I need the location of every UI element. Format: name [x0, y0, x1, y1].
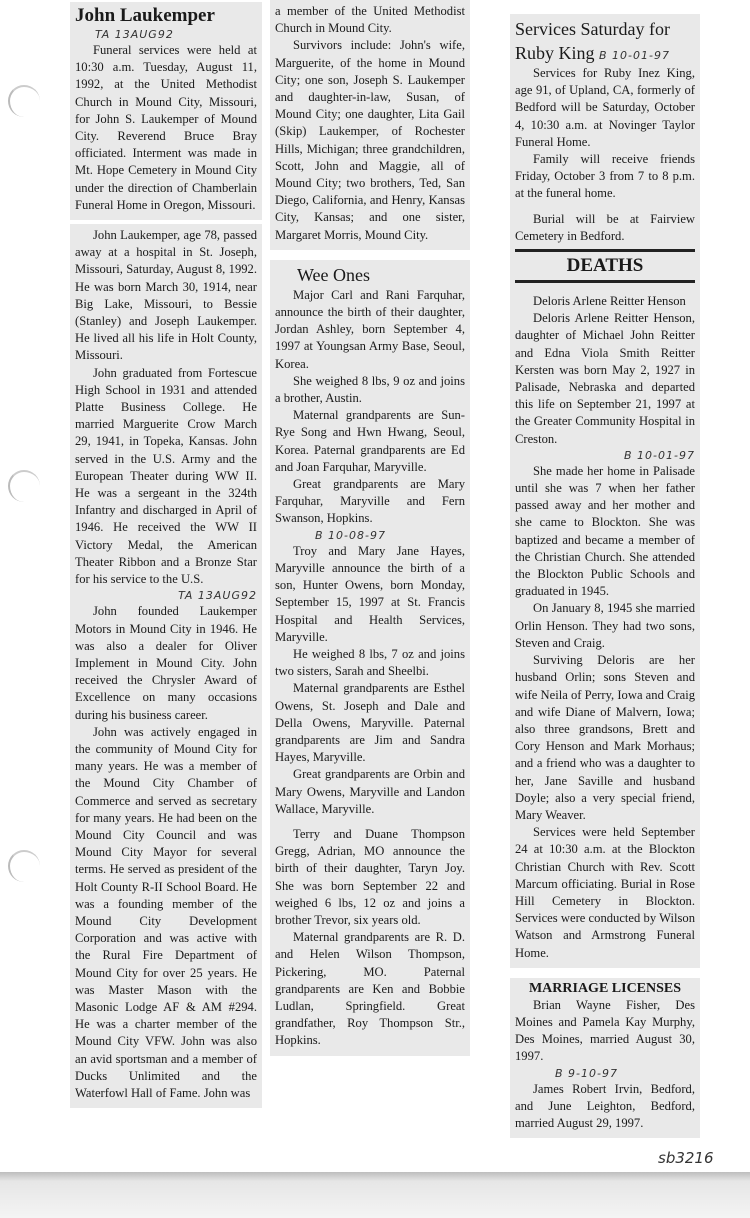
wee-ones-clip [270, 260, 470, 1056]
obituary-name: Deloris Arlene Reitter Henson [533, 294, 686, 309]
paragraph: John founded Laukemper Motors in Mound City in 1946. He was also a dealer for Oliver Implement in Mound City. John received the Chrysler Award of Excellence on many occasions during his business career. [75, 604, 257, 722]
section-heading: MARRIAGE LICENSES [528, 980, 682, 996]
handwritten-note: B 10-01-97 [599, 49, 670, 62]
column-3 [510, 14, 700, 1138]
paragraph: Maternal grandparents are Sun-Rye Song and Hwn Hwang, Seoul, Korea. Paternal grandparents are Ed and Joan Farquhar, Maryville. [275, 408, 465, 474]
handwritten-note: TA 13AUG92 [178, 589, 257, 603]
punch-hole [8, 85, 40, 117]
paragraph: Survivors include: John's wife, Marguerite, of the home in Mound City; one son, Joseph S. Laukemper and daughter-in-law, Susan, of Mound City; one daughter, Lita Gail (Skip) Laukemper, of Rochester Hills, Michigan; three grandchildren, Scott, John and Maggie, all of Mound City; two brothers, Ted, San Diego, California, and Henry, Kansas City, Kansas; and one sister, Margaret Morris, Mound City. [275, 38, 465, 242]
paragraph: She made her home in Palisade until she was 7 when her father passed away and her mother and she came to Blockton. She was baptized and became a member of the Christian Church. She attended the Blockton Public Schools and graduated in 1945. [515, 463, 695, 599]
article-title: Wee Ones [297, 264, 371, 285]
laukemper-clip-1 [70, 2, 262, 220]
article-title [515, 17, 695, 65]
paragraph: Terry and Duane Thompson Gregg, Adrian, MO announce the birth of their daughter, Taryn Joy. She was born September 22 and weighed 6 lbs, 12 oz and joins a brother Trevor, six years old. [275, 826, 465, 927]
page-bottom-edge [0, 1172, 750, 1218]
paragraph: Family will receive friends Friday, October 3 from 7 to 8 p.m. at the funeral home. [515, 152, 695, 201]
paragraph: Great grandparents are Orbin and Mary Owens, Maryville and Landon Wallace, Maryville. [275, 767, 465, 816]
handwritten-page-id: sb3216 [658, 1149, 714, 1168]
ruby-king-clip [510, 14, 700, 968]
paragraph: Major Carl and Rani Farquhar, announce the birth of their daughter, Jordan Ashley, born September 4, 1997 at Youngsan Army Base, Seoul, Korea. [275, 287, 465, 371]
paragraph: Burial will be at Fairview Cemetery in Bedford. [515, 211, 695, 243]
paragraph: Maternal grandparents are Esthel Owens, St. Joseph and Dale and Della Owens, Maryville. Paternal grandparents are Jim and Sandra Hayes, Maryville. [275, 681, 465, 765]
paragraph: John Laukemper, age 78, passed away at a hospital in St. Joseph, Missouri, Saturday, August 8, 1992. He was born March 30, 1914, near Big Lake, Missouri, to Bessie (Stanley) and Joseph Laukemper. He lived all his life in Holt County, Missouri. [75, 228, 257, 363]
punch-hole [8, 470, 40, 502]
paragraph: Brian Wayne Fisher, Des Moines and Pamela Kay Murphy, Des Moines, married August 30, 1997. [515, 997, 695, 1064]
punch-hole [8, 850, 40, 882]
handwritten-note: B 10-08-97 [315, 528, 386, 542]
paragraph: Surviving Deloris are her husband Orlin; sons Steven and wife Neila of Perry, Iowa and Craig and wife Diane of Malvern, Iowa; also three grandsons, Brett and Cory Henson and Mark Morhaus; and a friend who was a daughter to her, Jane Saville and husband Doyle; also a very special friend, Mary Weaver. [515, 653, 695, 822]
paragraph: John was actively engaged in the community of Mound City for many years. He was a member of the Mound City Chamber of Commerce and served as secretary for many years. He had been on the Mound City Council and was Mound City Mayor for several terms. He served as president of the Holt County R-II School Board. He was a founding member of the Mound City Development Corporation and was active with the Rural Fire Department of Mound City for over 25 years. He was Master Mason with the Masonic Lodge AF & AM #294. He was a charter member of the Mound City VFW. John was also an avid sportsman and a member of Ducks Unlimited and the Waterfowl Hall of Fame. John was [75, 724, 257, 1100]
paragraph: Deloris Arlene Reitter Henson, daughter of Michael John Reitter and Edna Viola Smith Reitter Kersten was born May 2, 1927 in Palisade, Nebraska and departed this life on September 21, 1997 at the Greater Community Hospital in Creston. [515, 311, 695, 446]
paragraph: Maternal grandparents are R. D. and Helen Wilson Thompson, Pickering, MO. Paternal grandparents are Ken and Bobbie Ludlan, Springfield. Great grandfather, Roy Thompson Str., Hopkins. [275, 930, 465, 1048]
paragraph: He weighed 8 lbs, 7 oz and joins two sisters, Sarah and Sheelbi. [275, 646, 465, 679]
handwritten-note: TA 13AUG92 [95, 28, 174, 41]
paragraph: John graduated from Fortescue High School in 1931 and attended Platte Business College. He married Marguerite Crow March 29, 1941, in Topeka, Kansas. John served in the U.S. Army and the European Theater during WW II. He was a sergeant in the 324th Infantry and discharged in April of 1946. He received the WW II Victory Medal, the American Theater Ribbon and a Bronze Star for his service to the U.S. [75, 365, 257, 587]
laukemper-clip-3 [270, 0, 470, 250]
paragraph: Great grandparents are Mary Farquhar, Maryville and Fern Swanson, Hopkins. [275, 477, 465, 526]
article-title: John Laukemper [75, 5, 215, 26]
page-footer [0, 1148, 750, 1218]
paragraph: She weighed 8 lbs, 9 oz and joins a brother, Austin. [275, 373, 465, 406]
marriage-clip [510, 978, 700, 1138]
paragraph: James Robert Irvin, Bedford, and June Leighton, Bedford, married August 29, 1997. [515, 1081, 695, 1130]
section-heading: DEATHS [515, 249, 695, 283]
handwritten-note: B 9-10-97 [555, 1066, 618, 1080]
title-text: Services Saturday for Ruby King [515, 19, 670, 63]
paragraph: a member of the United Methodist Church in Mound City. [275, 4, 465, 36]
paragraph: Funeral services were held at 10:30 a.m. Tuesday, August 11, 1992, at the United Methodist Church in Mound City, Missouri, for John S. Laukemper of Mound City. Reverend Bruce Bray officiated. Interment was made in Mt. Hope Cemetery in Mound City under the direction of Chamberlain Funeral Home in Oregon, Missouri. [75, 43, 257, 212]
paragraph: Services for Ruby Inez King, age 91, of Upland, CA, formerly of Bedford will be Saturday, October 4, 10:30 a.m. at Novinger Taylor Funeral Home. [515, 66, 695, 149]
column-2 [270, 0, 470, 1056]
column-1 [70, 2, 262, 1108]
paragraph: On January 8, 1945 she married Orlin Henson. They had two sons, Steven and Craig. [515, 601, 695, 650]
paragraph: Troy and Mary Jane Hayes, Maryville announce the birth of a son, Hunter Owens, born Monday, September 15, 1997 at St. Francis Hospital and Health Services, Maryville. [275, 543, 465, 644]
paragraph: Services were held September 24 at 10:30 a.m. at the Blockton Christian Church with Rev. Scott Marcum officiating. Burial in Rose Hill Cemetery in Blockton. Services were conducted by Wilson Watson and Armstrong Funeral Home. [515, 825, 695, 960]
laukemper-clip-2 [70, 224, 262, 1108]
handwritten-note: B 10-01-97 [624, 448, 695, 462]
